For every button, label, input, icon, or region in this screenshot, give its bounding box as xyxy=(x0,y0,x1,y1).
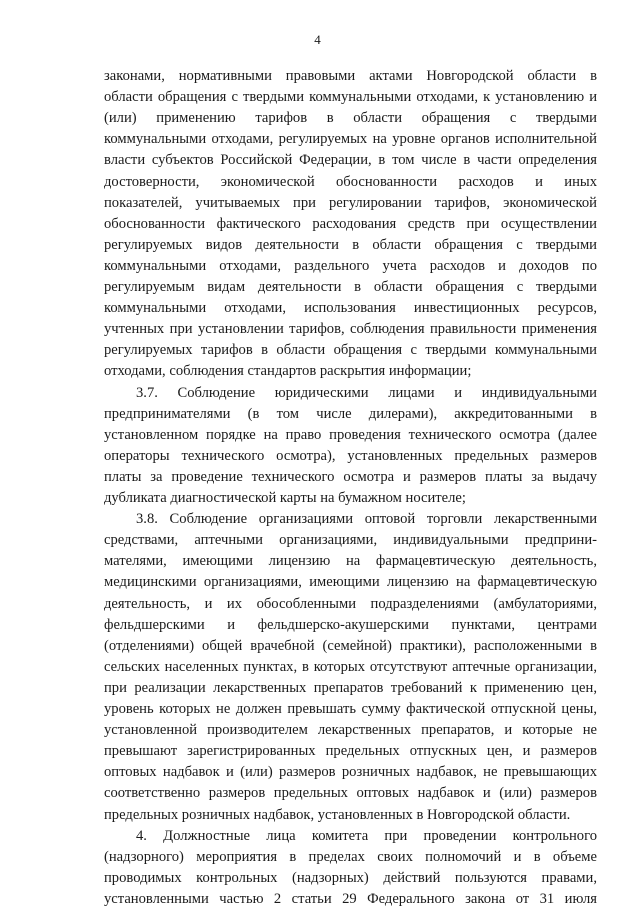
text-line: обоснованности фактического расходования средств при осуществлении xyxy=(104,215,597,232)
text-line: законами, нормативными правовыми актами Новгородской области в xyxy=(104,68,597,84)
text-line: проводимых контрольных (надзорных) действий пользуются правами, xyxy=(104,869,597,886)
text-line: власти субъектов Российской Федерации, в том числе в части определения xyxy=(104,152,597,169)
text-line: установленной производителем лекарственных препаратов, и которые не xyxy=(104,722,597,739)
text-line: оптовых надбавок и (или) размеров розничных надбавок, не превышающих xyxy=(104,764,597,781)
page-number: 4 xyxy=(314,32,321,47)
text-line: средствами, аптечными организациями, индивидуальными предприни- xyxy=(104,532,597,549)
text-line: регулируемых тарифов в области обращения с твердыми коммунальными xyxy=(104,342,597,359)
text-line: установленными частью 2 статьи 29 Федерального закона от 31 июля xyxy=(104,890,597,907)
text-line: регулируемых видов деятельности в области обращения с твердыми xyxy=(104,236,597,253)
text-line: платы за проведение технического осмотра и размеров платы за выдачу xyxy=(104,468,597,485)
text-line: медицинскими организациями, имеющими лицензию на фармацевтическую xyxy=(104,574,597,591)
text-line: операторы технического осмотра), установленных предельных размеров xyxy=(104,447,597,464)
text-line: сельских населенных пунктах, в которых отсутствуют аптечные организации, xyxy=(104,658,597,675)
text-line: 3.8. Соблюдение организациями оптовой торговли лекарственными xyxy=(136,511,597,528)
text-line: деятельность, и их обособленными подразделениями (амбулаториями, xyxy=(104,595,597,612)
text-line: дубликата диагностической карты на бумажном носителе; xyxy=(104,490,466,506)
text-line: области обращения с твердыми коммунальными отходами, к установлению и xyxy=(104,89,597,106)
text-line: (надзорного) мероприятия в пределах своих полномочий и в объеме xyxy=(104,848,597,865)
text-line: превышают зарегистрированных предельных отпускных цен, и размеров xyxy=(104,743,597,760)
text-line: предпринимателями (в том числе дилерами), аккредитованными в xyxy=(104,405,597,422)
text-line: установленном порядке на право проведения технического осмотра (далее xyxy=(104,426,597,443)
text-line: коммунальными отходами, раздельного учета расходов и доходов по xyxy=(104,257,597,274)
text-line: регулируемым видам деятельности в области обращения с твердыми xyxy=(104,279,597,295)
text-line: фельдшерскими и фельдшерско-акушерскими пунктами, центрами xyxy=(104,616,597,633)
text-line: коммунальными отходами, регулируемых на уровне органов исполнительной xyxy=(104,131,597,148)
text-line: 4. Должностные лица комитета при проведении контрольного xyxy=(136,827,597,844)
text-line: мателями, имеющими лицензию на фармацевтическую деятельность, xyxy=(104,553,597,570)
text-line: показателей, учитываемых при регулировании тарифов, экономической xyxy=(104,194,597,211)
text-line: 3.7. Соблюдение юридическими лицами и индивидуальными xyxy=(136,384,597,401)
text-line: достоверности, экономической обоснованности расходов и иных xyxy=(104,173,597,190)
text-line: при реализации лекарственных препаратов требований к применению цен, xyxy=(104,679,597,696)
text-line: отходами, соблюдения стандартов раскрытия информации; xyxy=(104,363,472,380)
text-line: (или) применению тарифов в области обращения с твердыми xyxy=(104,110,597,127)
text-line: (отделениями) общей врачебной (семейной) практики), расположенными в xyxy=(104,637,597,654)
text-line: коммунальными отходами, использования инвестиционных ресурсов, xyxy=(104,300,597,317)
text-line: уровень которых не должен превышать сумму фактической отпускной цены, xyxy=(104,701,597,717)
text-line: предельных розничных надбавок, установленных в Новгородской области. xyxy=(104,806,571,823)
text-line: соответственно размеров предельных оптовых надбавок и (или) размеров xyxy=(104,785,597,802)
text-line: учтенных при установлении тарифов, соблюдения правильности применения xyxy=(104,321,597,338)
